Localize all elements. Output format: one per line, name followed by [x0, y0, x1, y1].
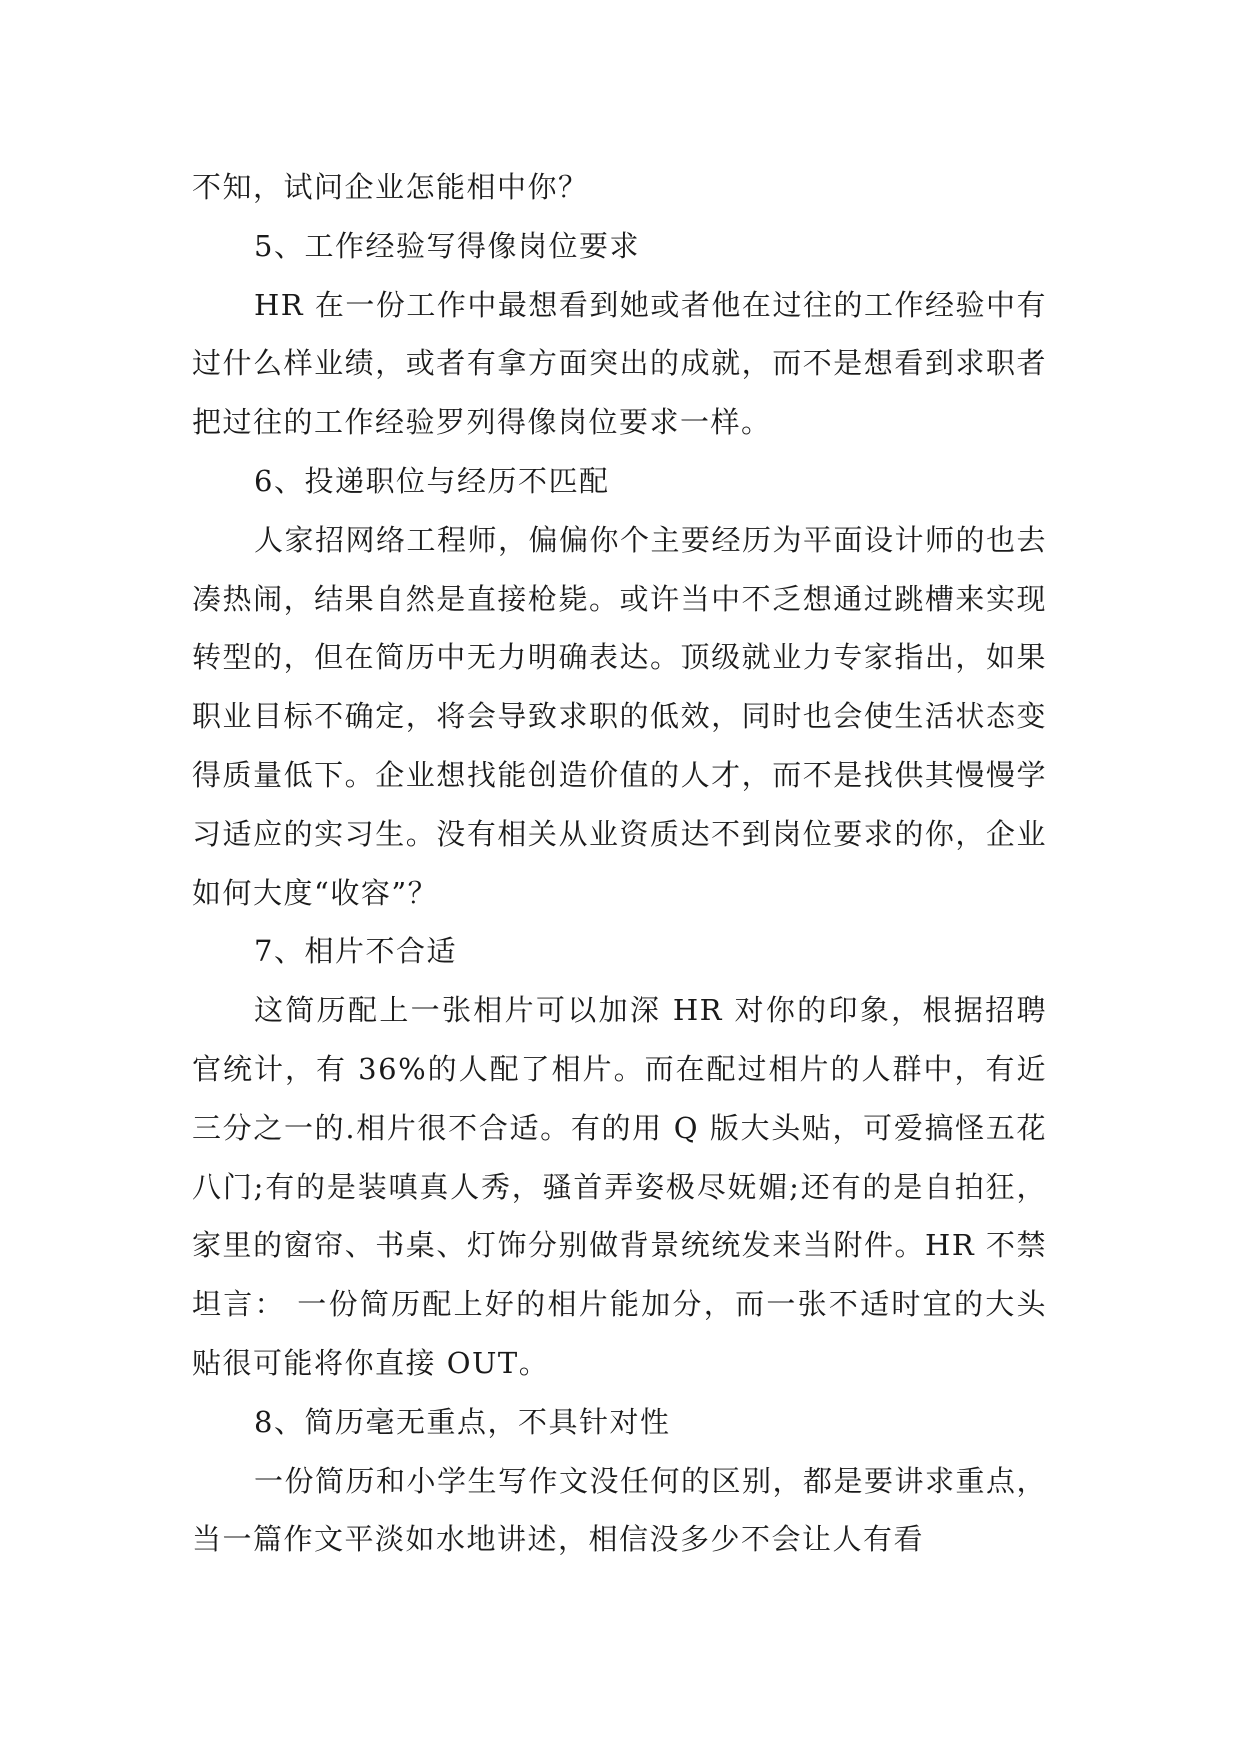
section-heading-7: 7、相片不合适 — [254, 934, 457, 969]
paragraph-no-focus: 一份简历和小学生写作文没任何的区别，都是要讲求重点，当一篇作文平淡如水地讲述，相信没多少不会让人有看 — [192, 1463, 1048, 1557]
paragraph-work-experience: HR 在一份工作中最想看到她或者他在过往的工作经验中有过什么样业绩，或者有拿方面突出的成就，而不是想看到求职者把过往的工作经验罗列得像岗位要求一样。 — [192, 287, 1047, 440]
section-heading-8: 8、简历毫无重点，不具针对性 — [254, 1404, 671, 1439]
paragraph-photo: 这简历配上一张相片可以加深 HR 对你的印象，根据招聘官统计，有 36%的人配了相片。而在配过相片的人群中，有近三分之一的.相片很不合适。有的用 Q 版大头贴，可爱搞怪五花八门;有的是装嗔真人秀，骚首弄姿极尽妩媚;还有的是自拍狂，家里的窗帘、书桌、灯饰分别做背景统统发来当附件。HR 不禁坦言： 一份简历配上好的相片能加分，而一张不适时宜的大头贴很可能将你直接 OUT。 — [192, 993, 1047, 1380]
section-heading-5: 5、工作经验写得像岗位要求 — [254, 228, 640, 263]
section-heading-6: 6、投递职位与经历不匹配 — [254, 463, 610, 498]
paragraph-position-mismatch: 人家招网络工程师，偏偏你个主要经历为平面设计师的也去凑热闹，结果自然是直接枪毙。或许当中不乏想通过跳槽来实现转型的，但在简历中无力明确表达。顶级就业力专家指出，如果职业目标不确定，将会导致求职的低效，同时也会使生活状态变得质量低下。企业想找能创造价值的人才，而不是找供其慢慢学习适应的实习生。没有相关从业资质达不到岗位要求的你，企业如何大度“收容”？ — [192, 522, 1048, 910]
paragraph-continuation: 不知，试问企业怎能相中你？ — [192, 170, 589, 204]
document-body — [192, 158, 1047, 1569]
